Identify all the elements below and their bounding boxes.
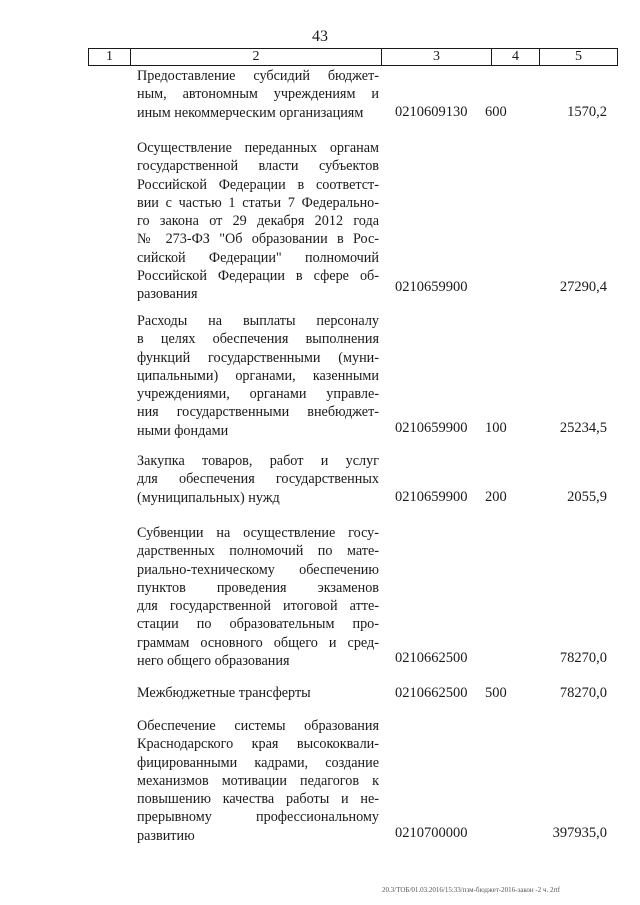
- description-line: для обеспечения государственных: [137, 471, 379, 488]
- description-line: него общего образования: [137, 653, 290, 670]
- description-line: государственной власти субъектов: [137, 158, 379, 175]
- expense-type-code: 500: [485, 685, 507, 701]
- description-line: Расходы на выплаты персоналу: [137, 313, 379, 329]
- target-article-code: 0210659900: [395, 279, 468, 295]
- description-line: № 273-ФЗ "Об образовании в Рос-: [137, 231, 379, 248]
- description-line: функций государственными (муни-: [137, 349, 379, 366]
- amount-value: 27290,4: [559, 279, 607, 295]
- description-line: Обеспечение системы образования: [137, 718, 379, 734]
- description-line: для государственной итоговой атте-: [137, 598, 379, 615]
- row-description: [137, 452, 379, 507]
- description-line: ными фондами: [137, 422, 229, 439]
- target-article-code: 0210662500: [395, 650, 468, 666]
- row-description: [137, 524, 379, 670]
- description-line: граммам основного общего и сред-: [137, 634, 379, 651]
- description-line: пунктов проведения экзаменов: [137, 579, 379, 596]
- amount-value: 1570,2: [567, 104, 607, 120]
- amount-value: 2055,9: [567, 489, 607, 505]
- column-header-2: 2: [131, 49, 382, 65]
- target-article-code: 0210700000: [395, 825, 468, 841]
- column-header-5: 5: [575, 49, 582, 64]
- document-footer: 20.3/ТОБ/01.03.2016/15:33/пзм-бюджет-2016-закон -2 ч. 2rtf: [382, 886, 561, 894]
- row-description: [137, 312, 379, 440]
- description-line: Предоставление субсидий бюджет-: [137, 68, 379, 84]
- row-description: [137, 717, 379, 845]
- description-line: стации по образовательным про-: [137, 616, 379, 633]
- description-line: механизмов мотивации педагогов к: [137, 772, 379, 789]
- description-line: Российской Федерации в сфере об-: [137, 268, 379, 285]
- target-article-code: 0210659900: [395, 420, 468, 436]
- description-line: риально-техническому обеспечению: [137, 561, 379, 578]
- description-line: Субвенции на осуществление госу-: [137, 525, 379, 541]
- description-line: го закона от 29 декабря 2012 года: [137, 213, 379, 230]
- description-line: дарственных полномочий по мате-: [137, 543, 379, 560]
- description-line: фицированными кадрами, создание: [137, 754, 379, 771]
- column-header-3: 3: [382, 49, 492, 65]
- amount-value: 78270,0: [559, 650, 607, 666]
- amount-value: 25234,5: [559, 420, 607, 436]
- amount-value: 78270,0: [559, 685, 607, 701]
- description-line: вии с частью 1 статьи 7 Федерально-: [137, 194, 379, 211]
- description-line: прерывному профессиональному: [137, 809, 379, 826]
- description-line: Осуществление переданных органам: [137, 140, 379, 156]
- row-description: [137, 684, 379, 702]
- description-line: в целях обеспечения выполнения: [137, 331, 379, 348]
- expense-type-code: 600: [485, 104, 507, 120]
- page-number: 43: [312, 28, 328, 45]
- description-line: разования: [137, 286, 198, 303]
- description-line: ния государственными внебюджет-: [137, 404, 379, 421]
- target-article-code: 0210662500: [395, 685, 468, 701]
- description-line: Российской Федерации в соответст-: [137, 176, 379, 193]
- description-line: учреждениями, органами управле-: [137, 386, 379, 403]
- target-article-code: 0210609130: [395, 104, 468, 120]
- row-description: [137, 139, 379, 304]
- description-line: развитию: [137, 827, 195, 844]
- description-line: ным, автономным учреждениям и: [137, 86, 379, 103]
- description-line: иным некоммерческим организациям: [137, 104, 364, 121]
- expense-type-code: 100: [485, 420, 507, 436]
- column-header-4: 4: [492, 49, 540, 65]
- row-description: [137, 67, 379, 122]
- description-line: ципальными) органами, казенными: [137, 367, 379, 384]
- expense-type-code: 200: [485, 489, 507, 505]
- column-header-1: 1: [89, 49, 131, 65]
- column-header-row: [88, 48, 618, 66]
- description-line: сийской Федерации" полномочий: [137, 249, 379, 266]
- target-article-code: 0210659900: [395, 489, 468, 505]
- description-line: Краснодарского края высококвали-: [137, 736, 379, 753]
- amount-value: 397935,0: [552, 825, 607, 841]
- description-line: Закупка товаров, работ и услуг: [137, 453, 379, 469]
- description-line: (муниципальных) нужд: [137, 489, 280, 506]
- description-line: повышению качества работы и не-: [137, 791, 379, 808]
- description-line: Межбюджетные трансферты: [137, 685, 311, 701]
